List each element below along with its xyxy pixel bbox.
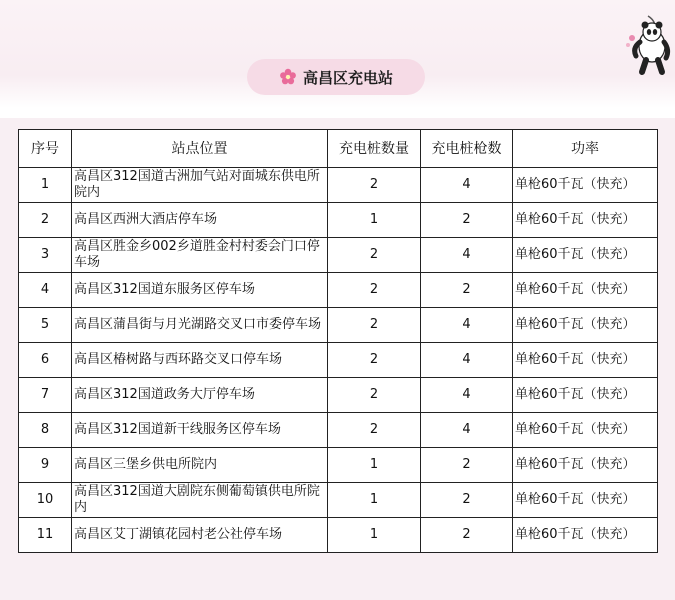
cell-guns: 4 xyxy=(421,413,513,448)
table-row xyxy=(19,448,658,483)
cell-location: 高昌区312国道东服务区停车场 xyxy=(72,273,328,308)
cell-guns: 4 xyxy=(421,378,513,413)
stations-table xyxy=(18,129,658,553)
table-row xyxy=(19,168,658,203)
cell-power: 单枪60千瓦（快充） xyxy=(513,203,658,238)
page-title xyxy=(247,59,425,95)
header-guns: 充电桩枪数 xyxy=(421,130,513,168)
cell-idx: 2 xyxy=(19,203,72,238)
cell-piles: 2 xyxy=(328,413,421,448)
cell-power: 单枪60千瓦（快充） xyxy=(513,273,658,308)
cell-idx: 11 xyxy=(19,518,72,553)
cell-power: 单枪60千瓦（快充） xyxy=(513,448,658,483)
table-row xyxy=(19,518,658,553)
table-row xyxy=(19,308,658,343)
table-row xyxy=(19,238,658,273)
cell-location: 高昌区312国道新干线服务区停车场 xyxy=(72,413,328,448)
cell-piles: 2 xyxy=(328,273,421,308)
cell-location: 高昌区蒲昌街与月光湖路交叉口市委停车场 xyxy=(72,308,328,343)
cell-idx: 3 xyxy=(19,238,72,273)
cell-guns: 2 xyxy=(421,203,513,238)
cell-piles: 1 xyxy=(328,448,421,483)
panda-icon xyxy=(618,12,674,78)
cell-idx: 4 xyxy=(19,273,72,308)
cell-piles: 1 xyxy=(328,203,421,238)
cell-piles: 2 xyxy=(328,378,421,413)
page-title-text: 高昌区充电站 xyxy=(302,68,393,87)
cell-power: 单枪60千瓦（快充） xyxy=(513,518,658,553)
cell-power: 单枪60千瓦（快充） xyxy=(513,238,658,273)
cell-location: 高昌区西洲大酒店停车场 xyxy=(72,203,328,238)
table-row xyxy=(19,343,658,378)
cell-idx: 6 xyxy=(19,343,72,378)
cell-power: 单枪60千瓦（快充） xyxy=(513,413,658,448)
cell-piles: 2 xyxy=(328,238,421,273)
header-piles: 充电桩数量 xyxy=(328,130,421,168)
cell-guns: 4 xyxy=(421,308,513,343)
header-idx: 序号 xyxy=(19,130,72,168)
cell-piles: 2 xyxy=(328,343,421,378)
cell-guns: 2 xyxy=(421,518,513,553)
cell-power: 单枪60千瓦（快充） xyxy=(513,378,658,413)
cell-idx: 5 xyxy=(19,308,72,343)
cell-location: 高昌区312国道大剧院东侧葡萄镇供电所院内 xyxy=(72,483,328,518)
cell-guns: 2 xyxy=(421,483,513,518)
header-power: 功率 xyxy=(513,130,658,168)
cell-piles: 1 xyxy=(328,483,421,518)
cell-power: 单枪60千瓦（快充） xyxy=(513,483,658,518)
cell-guns: 4 xyxy=(421,168,513,203)
cell-idx: 10 xyxy=(19,483,72,518)
cell-location: 高昌区胜金乡002乡道胜金村村委会门口停车场 xyxy=(72,238,328,273)
cell-idx: 8 xyxy=(19,413,72,448)
table-row xyxy=(19,378,658,413)
flower-icon xyxy=(279,68,297,86)
cell-power: 单枪60千瓦（快充） xyxy=(513,168,658,203)
cell-guns: 4 xyxy=(421,343,513,378)
cell-location: 高昌区312国道政务大厅停车场 xyxy=(72,378,328,413)
table-header-row xyxy=(19,130,658,168)
header-location: 站点位置 xyxy=(72,130,328,168)
cell-idx: 1 xyxy=(19,168,72,203)
table-row xyxy=(19,273,658,308)
cell-location: 高昌区三堡乡供电所院内 xyxy=(72,448,328,483)
cell-piles: 1 xyxy=(328,518,421,553)
cell-piles: 2 xyxy=(328,308,421,343)
cell-location: 高昌区312国道古洲加气站对面城东供电所院内 xyxy=(72,168,328,203)
cell-idx: 7 xyxy=(19,378,72,413)
cell-guns: 2 xyxy=(421,448,513,483)
cell-idx: 9 xyxy=(19,448,72,483)
cell-location: 高昌区椿树路与西环路交叉口停车场 xyxy=(72,343,328,378)
table-row xyxy=(19,203,658,238)
table-row xyxy=(19,483,658,518)
cell-power: 单枪60千瓦（快充） xyxy=(513,308,658,343)
cell-location: 高昌区艾丁湖镇花园村老公社停车场 xyxy=(72,518,328,553)
cell-guns: 2 xyxy=(421,273,513,308)
cell-guns: 4 xyxy=(421,238,513,273)
cell-piles: 2 xyxy=(328,168,421,203)
cell-power: 单枪60千瓦（快充） xyxy=(513,343,658,378)
table-row xyxy=(19,413,658,448)
